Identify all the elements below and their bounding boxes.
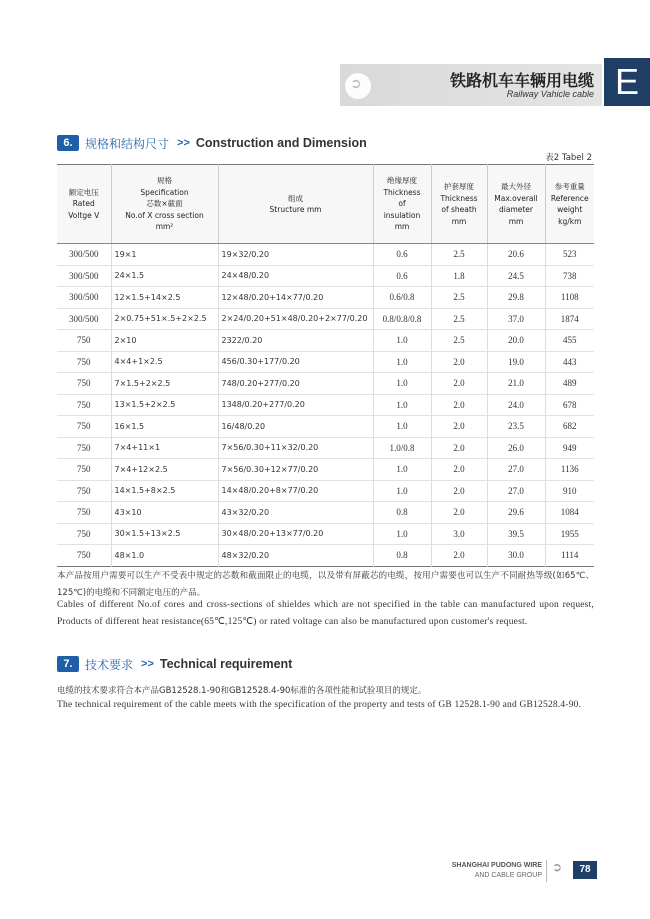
table-cell: 19×1: [111, 244, 218, 266]
table-cell: 19×32/0.20: [218, 244, 373, 266]
header-line: of: [398, 199, 406, 209]
header-title-cn: 铁路机车车辆用电缆: [449, 71, 594, 90]
table-cell: 1.0: [373, 394, 431, 416]
table-cell: 4×4+1×2.5: [111, 351, 218, 373]
table-cell: 750: [57, 480, 111, 502]
table-cell: 750: [57, 373, 111, 395]
table-cell: 1.0: [373, 459, 431, 481]
table-cell: 23.5: [487, 416, 545, 438]
table-cell: 29.6: [487, 502, 545, 524]
table-cell: 2.5: [431, 330, 487, 352]
header-line: No.of X cross section: [125, 210, 204, 220]
section-6-title-cn: 规格和结构尺寸: [85, 136, 170, 151]
header-line: 规格: [157, 176, 172, 186]
table-cell: 0.8/0.8/0.8: [373, 308, 431, 330]
header-line: mm: [508, 216, 524, 226]
header-line: kg/km: [558, 216, 582, 226]
table-cell: 1874: [545, 308, 594, 330]
table-cell: 1.0: [373, 480, 431, 502]
page-number: 78: [573, 861, 597, 879]
footer-divider: [546, 860, 547, 882]
note-en: Cables of different No.of cores and cross-sections of shieldes which are not specified in the table can manufactured upon request, Products of different heat resistance(65℃,125℃) or rated voltage can also be manufactured upon customer's request.: [57, 600, 594, 627]
table-cell: 26.0: [487, 437, 545, 459]
table-cell: 1108: [545, 287, 594, 309]
header-line: Max.overall: [494, 193, 538, 203]
table-cell: 0.6: [373, 265, 431, 287]
header-line: Thickness: [440, 193, 478, 203]
header-line: 绝缘厚度: [387, 176, 417, 186]
table-cell: 1114: [545, 545, 594, 567]
arrow-icon: ➲: [552, 860, 563, 874]
table-cell: 30×48/0.20+13×77/0.20: [218, 523, 373, 545]
col-rated-voltage: [57, 165, 111, 244]
header-line: 最大外径: [501, 182, 531, 191]
header-line: Thickness: [383, 187, 421, 197]
table-cell: 443: [545, 351, 594, 373]
table-cell: 1955: [545, 523, 594, 545]
table-cell: 750: [57, 394, 111, 416]
header-line: 护套厚度: [444, 182, 474, 191]
table-cell: 2.0: [431, 351, 487, 373]
table-row: [57, 394, 594, 416]
table-row: [57, 373, 594, 395]
table-cell: 750: [57, 437, 111, 459]
table-cell: 1348/0.20+277/0.20: [218, 394, 373, 416]
table-cell: 48×1.0: [111, 545, 218, 567]
construction-table: [57, 164, 594, 567]
table-cell: 21.0: [487, 373, 545, 395]
table-cell: 2×10: [111, 330, 218, 352]
table-cell: 0.6/0.8: [373, 287, 431, 309]
table-cell: 48×32/0.20: [218, 545, 373, 567]
table-cell: 2.5: [431, 287, 487, 309]
table-row: [57, 287, 594, 309]
table-header-row: [57, 165, 594, 244]
table-row: [57, 308, 594, 330]
table-cell: 24×1.5: [111, 265, 218, 287]
header-line: mm²: [155, 222, 174, 232]
header-line: diameter: [499, 205, 533, 214]
table-cell: 7×4+12×2.5: [111, 459, 218, 481]
table-cell: 2.0: [431, 480, 487, 502]
header-line: Specification: [140, 187, 189, 197]
table-cell: 13×1.5+2×2.5: [111, 394, 218, 416]
header-line: Reference: [550, 193, 589, 203]
table-cell: 523: [545, 244, 594, 266]
col-reference-weight: [545, 165, 594, 244]
table-cell: 14×48/0.20+8×77/0.20: [218, 480, 373, 502]
col-specification: [111, 165, 218, 244]
table-cell: 12×1.5+14×2.5: [111, 287, 218, 309]
table-cell: 678: [545, 394, 594, 416]
table-row: [57, 437, 594, 459]
table-cell: 2.0: [431, 416, 487, 438]
table-cell: 300/500: [57, 308, 111, 330]
section-7-number: 7.: [57, 656, 79, 672]
table-cell: 7×4+11×1: [111, 437, 218, 459]
table-cell: 27.0: [487, 459, 545, 481]
col-max-diameter: [487, 165, 545, 244]
table-cell: 2×0.75+51×.5+2×2.5: [111, 308, 218, 330]
table-cell: 750: [57, 545, 111, 567]
header-line: Structure mm: [269, 205, 322, 214]
table-cell: 1.0: [373, 416, 431, 438]
table-cell: 7×1.5+2×2.5: [111, 373, 218, 395]
table-cell: 0.8: [373, 545, 431, 567]
table-cell: 20.6: [487, 244, 545, 266]
table-cell: 16×1.5: [111, 416, 218, 438]
table-cell: 2322/0.20: [218, 330, 373, 352]
table-cell: 14×1.5+8×2.5: [111, 480, 218, 502]
table-cell: 2.0: [431, 502, 487, 524]
col-structure: [218, 165, 373, 244]
header-line: mm: [451, 216, 467, 226]
table-cell: 455: [545, 330, 594, 352]
table-row: [57, 265, 594, 287]
table-cell: 748/0.20+277/0.20: [218, 373, 373, 395]
header-line: of sheath: [441, 205, 477, 214]
table-cell: 30.0: [487, 545, 545, 567]
table-row: [57, 545, 594, 567]
table-cell: 300/500: [57, 287, 111, 309]
header-line: 额定电压: [68, 187, 99, 197]
table-cell: 750: [57, 502, 111, 524]
table-cell: 2×24/0.20+51×48/0.20+2×77/0.20: [218, 308, 373, 330]
table-cell: 949: [545, 437, 594, 459]
table-row: [57, 480, 594, 502]
table-row: [57, 351, 594, 373]
table-cell: 1.0/0.8: [373, 437, 431, 459]
section-6-heading: [57, 134, 367, 152]
table-cell: 1.0: [373, 330, 431, 352]
table-cell: 1136: [545, 459, 594, 481]
header-line: 参考重量: [554, 182, 585, 191]
table-cell: 19.0: [487, 351, 545, 373]
table-cell: 7×56/0.30+12×77/0.20: [218, 459, 373, 481]
section-7-arrows: >>: [141, 658, 154, 670]
chapter-letter: E: [604, 58, 650, 106]
table-tag: 表2 Tabel 2: [545, 153, 592, 163]
section-7-heading: [57, 655, 292, 673]
section-6-arrows: >>: [177, 137, 190, 149]
table-cell: 2.5: [431, 244, 487, 266]
table-cell: 738: [545, 265, 594, 287]
section-7-title-en: Technical requirement: [159, 657, 293, 671]
header-line: mm: [394, 222, 410, 232]
table-cell: 29.8: [487, 287, 545, 309]
table-cell: 12×48/0.20+14×77/0.20: [218, 287, 373, 309]
table-cell: 20.0: [487, 330, 545, 352]
col-insulation-thickness: [373, 165, 431, 244]
table-cell: 1.0: [373, 523, 431, 545]
table-cell: 43×10: [111, 502, 218, 524]
table-cell: 16/48/0.20: [218, 416, 373, 438]
col-sheath-thickness: [431, 165, 487, 244]
footer-company-line2: AND CABLE GROUP: [474, 872, 542, 879]
table-row: [57, 416, 594, 438]
table-cell: 1084: [545, 502, 594, 524]
table-cell: 39.5: [487, 523, 545, 545]
table-row: [57, 523, 594, 545]
table-cell: 750: [57, 330, 111, 352]
table-row: [57, 502, 594, 524]
header-line: weight: [557, 205, 583, 214]
header-line: 组成: [288, 193, 303, 203]
section-6-title-en: Construction and Dimension: [195, 136, 367, 150]
table-cell: 300/500: [57, 244, 111, 266]
table-cell: 0.6: [373, 244, 431, 266]
table-cell: 1.0: [373, 351, 431, 373]
circle-arrow-icon: ➲: [345, 73, 371, 99]
table-cell: 456/0.30+177/0.20: [218, 351, 373, 373]
table-cell: 300/500: [57, 265, 111, 287]
table-cell: 24×48/0.20: [218, 265, 373, 287]
table-cell: 682: [545, 416, 594, 438]
section-7-title-cn: 技术要求: [85, 657, 134, 672]
table-cell: 43×32/0.20: [218, 502, 373, 524]
table-row: [57, 459, 594, 481]
header-line: Rated: [72, 199, 95, 209]
table-cell: 750: [57, 416, 111, 438]
table-cell: 910: [545, 480, 594, 502]
table-cell: 489: [545, 373, 594, 395]
table-cell: 24.0: [487, 394, 545, 416]
table-row: [57, 330, 594, 352]
table-cell: 7×56/0.30+11×32/0.20: [218, 437, 373, 459]
table-cell: 30×1.5+13×2.5: [111, 523, 218, 545]
table-cell: 2.5: [431, 308, 487, 330]
tech-requirement-cn: 电缆的技术要求符合本产品GB12528.1-90和GB12528.4-90标准的各项性能和试验项目的规定。: [57, 686, 427, 696]
header-line: 芯数×截面: [146, 199, 183, 209]
header-line: insulation: [383, 210, 421, 220]
table-cell: 2.0: [431, 459, 487, 481]
table-cell: 2.0: [431, 394, 487, 416]
header-title-en: Railway Vahicle cable: [506, 89, 594, 99]
table-cell: 37.0: [487, 308, 545, 330]
table-cell: 2.0: [431, 437, 487, 459]
table-cell: 2.0: [431, 545, 487, 567]
footer-company-line1: SHANGHAI PUDONG WIRE: [451, 862, 542, 869]
tech-requirement-en: The technical requirement of the cable meets with the specification of the property and tests of GB 12528.1-90 and GB12528.4-90.: [57, 700, 582, 710]
table-cell: 1.0: [373, 373, 431, 395]
note-cn: 本产品按用户需要可以生产不受表中规定的芯数和截面限止的电缆，以及带有屏蔽芯的电缆，按用户需要也可以生产不同耐热等级(如65℃、125℃)的电缆和不同额定电压的产品。: [57, 571, 594, 598]
table-cell: 2.0: [431, 373, 487, 395]
table-cell: 27.0: [487, 480, 545, 502]
table-cell: 1.8: [431, 265, 487, 287]
header-line: Voltge V: [68, 210, 100, 220]
table-cell: 750: [57, 351, 111, 373]
section-6-number: 6.: [57, 135, 79, 151]
table-cell: 0.8: [373, 502, 431, 524]
table-row: [57, 244, 594, 266]
table-cell: 24.5: [487, 265, 545, 287]
table-cell: 3.0: [431, 523, 487, 545]
table-cell: 750: [57, 523, 111, 545]
table-cell: 750: [57, 459, 111, 481]
